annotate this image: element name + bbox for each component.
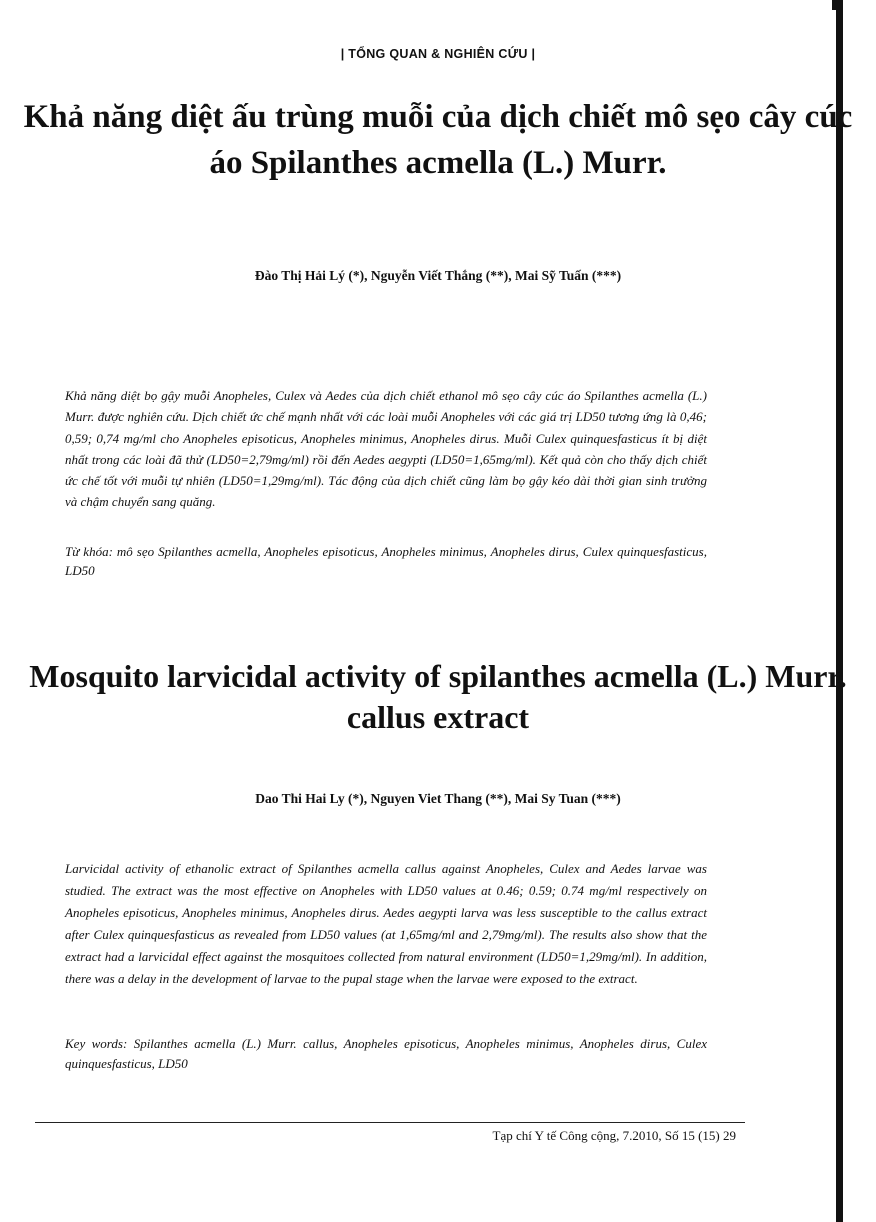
page-edge-bar-cap <box>832 0 843 10</box>
authors-vietnamese: Đào Thị Hải Lý (*), Nguyễn Viết Thắng (**), Mai Sỹ Tuấn (***) <box>254 268 622 283</box>
abstract-vietnamese-text: Khả năng diệt bọ gậy muỗi Anopheles, Culex và Aedes của dịch chiết ethanol mô sẹo cây cúc áo Spilanthes acmella (L.) Murr. được nghiên cứu. Dịch chiết ức chế mạnh nhất với các loài muỗi Anopheles với các giá trị LD50 tương ứng là 0,46; 0,59; 0,74 mg/ml cho Anopheles episoticus, Anopheles minimus, Anopheles dirus. Muỗi Culex quinquesfasticus ít bị diệt nhất trong các loài đã thử (LD50=2,79mg/ml) rồi đến Aedes aegypti (LD50=1,65mg/ml). Kết quả còn cho thấy dịch chiết ức chế tốt với muỗi tự nhiên (LD50=1,29mg/ml). Tác động của dịch chiết cũng làm bọ gậy kéo dài thời gian sinh trưởng và chậm chuyển sang quăng. <box>65 388 707 510</box>
title-vietnamese: Khả năng diệt ấu trùng muỗi của dịch chiết mô sẹo cây cúc áo Spilanthes acmella (L.) Murr. <box>23 99 853 181</box>
title-english: Mosquito larvicidal activity of spilanthes acmella (L.) Murr. callus extract <box>29 658 847 735</box>
abstract-english <box>65 858 707 989</box>
abstract-vietnamese <box>65 385 707 513</box>
keywords-vietnamese <box>65 542 707 580</box>
footer-divider <box>35 1122 745 1123</box>
keywords-english-text: Key words: Spilanthes acmella (L.) Murr. callus, Anopheles episoticus, Anopheles minimus, Anopheles dirus, Culex quinquesfasticus, LD50 <box>65 1036 707 1071</box>
section-header: | TỔNG QUAN & NGHIÊN CỨU | <box>340 47 536 61</box>
keywords-english <box>65 1034 707 1074</box>
journal-citation: Tạp chí Y tế Công cộng, 7.2010, Số 15 (15) 29 <box>492 1128 736 1143</box>
authors-english: Dao Thi Hai Ly (*), Nguyen Viet Thang (**), Mai Sy Tuan (***) <box>255 791 621 806</box>
abstract-english-text: Larvicidal activity of ethanolic extract of Spilanthes acmella callus against Anopheles, Culex and Aedes larvae was studied. The extract was the most effective on Anopheles with LD50 values at 0.46; 0.59; 0.74 mg/ml respectively on Anopheles episoticus, Anopheles minimus, Anopheles dirus. Aedes aegypti larva was less susceptible to the callus extract after Culex quinquesfasticus as revealed from LD50 values (at 1,65mg/ml and 2,79mg/ml). The results also show that the extract had a larvicidal effect against the mosquitoes collected from natural environment (LD50=1,29mg/ml). In addition, there was a delay in the development of larvae to the pupal stage when the larvae were exposed to the extract. <box>65 861 707 986</box>
keywords-vietnamese-text: Từ khóa: mô sẹo Spilanthes acmella, Anopheles episoticus, Anopheles minimus, Anopheles dirus, Culex quinquesfasticus, LD50 <box>65 544 707 578</box>
